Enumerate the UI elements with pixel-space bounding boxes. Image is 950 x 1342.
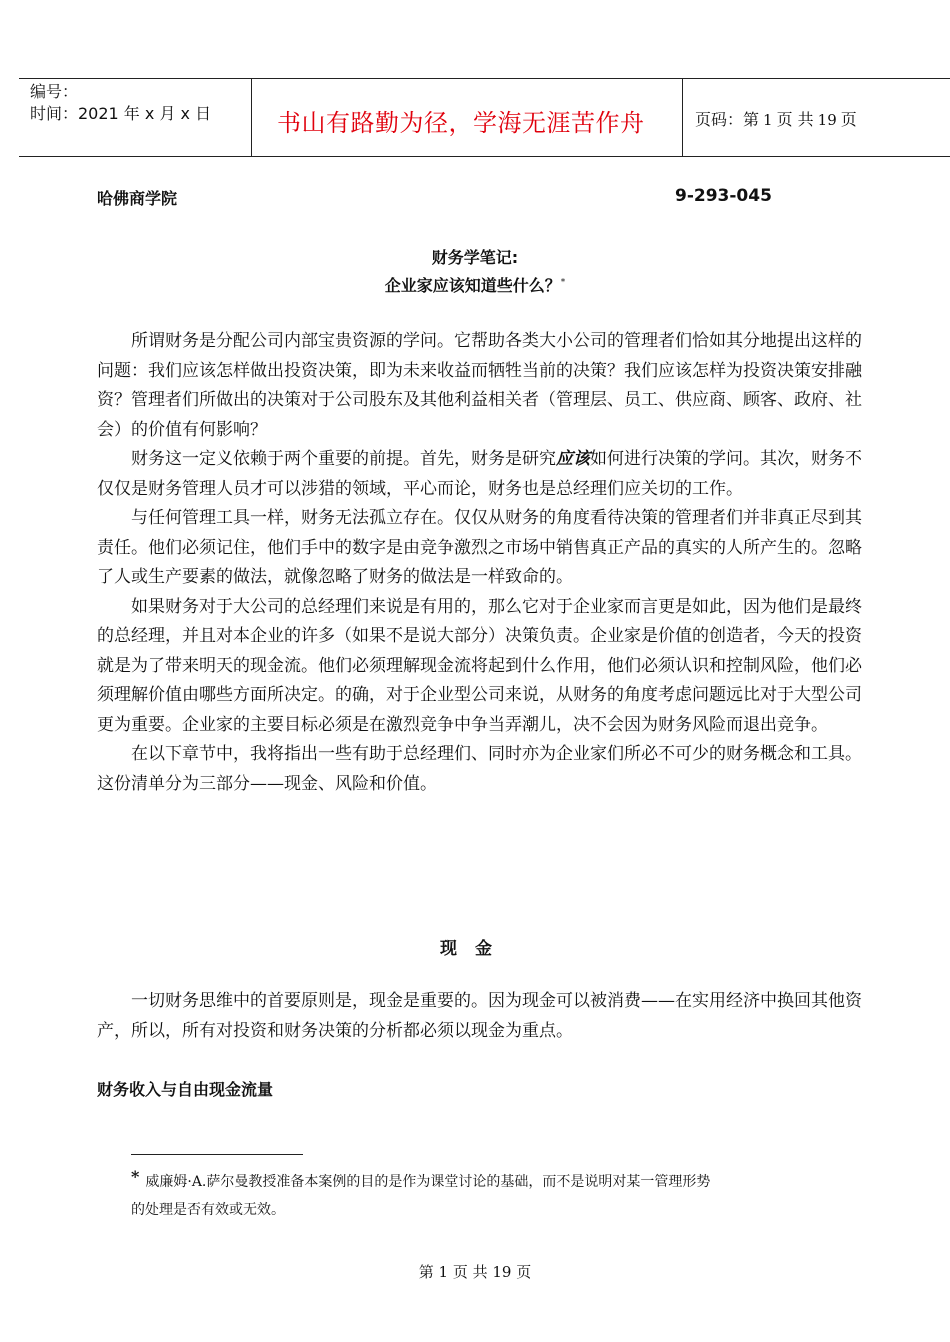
header-page-info <box>695 107 857 130</box>
footnote-line: 威廉姆·A.萨尔曼教授准备本案例的目的是作为课堂讨论的基础，而不是说明对某一管理形势 <box>145 1174 711 1190</box>
paragraph: 在以下章节中，我将指出一些有助于总经理们、同时亦为企业家们所必不可少的财务概念和工具。这份清单分为三部分——现金、风险和价值。 <box>97 744 862 794</box>
footnote-mark: * <box>131 1167 140 1186</box>
page-prefix: 页码：第 <box>695 110 760 129</box>
page-total: 19 <box>817 111 837 129</box>
paragraph <box>97 445 862 504</box>
paragraph: 如果财务对于大公司的总经理们来说是有用的，那么它对于企业家而言更是如此，因为他们是最终的总经理，并且对本企业的许多（如果不是说大部分）决策负责。企业家是价值的创造者，今天的投资就是为了带来明天的现金流。他们必须理解现金流将起到什么作用，他们必须认识和控制风险，他们必须理解价值由哪些方面所决定。的确，对于企业型公司来说，从财务的角度考虑问题远比对于大型公司更为重要。企业家的主要目标必须是在激烈竞争中争当弄潮儿，决不会因为财务风险而退出竞争。 <box>97 596 862 735</box>
footnote-rule <box>131 1154 303 1155</box>
intro-body <box>97 327 862 799</box>
section-heading: 现金 <box>440 939 510 959</box>
number-label: 编号： <box>30 82 79 101</box>
footnote-marker: * <box>560 277 566 288</box>
page-mid: 页 共 <box>776 110 814 129</box>
paragraph: 一切财务思维中的首要原则是，现金是重要的。因为现金可以被消费——在实用经济中换回其他资产，所以，所有对投资和财务决策的分析都必须以现金为重点。 <box>97 991 862 1041</box>
school-name: 哈佛商学院 <box>97 189 178 208</box>
header-divider <box>251 79 252 156</box>
section-body <box>97 986 862 1046</box>
page-footer: 第 1 页 共 19 页 <box>418 1263 532 1281</box>
time-label: 时间：2021 年 x 月 x 日 <box>30 104 212 123</box>
page-number: 1 <box>763 111 773 129</box>
paragraph-text: 财务这一定义依赖于两个重要的前提。首先，财务是研究 <box>131 449 556 469</box>
header-table <box>19 78 950 157</box>
header-meta <box>30 81 211 125</box>
emphasis-text: 应该 <box>556 449 590 469</box>
doc-subtitle-text: 企业家应该知道些什么？ <box>384 276 561 295</box>
paragraph-text: 如何进行决策的学问。其次，财务不仅仅是财务管理人员才可以涉猎的领域，平心而论，财务也是总经理们应关切的工作。 <box>97 449 862 499</box>
paragraph: 所谓财务是分配公司内部宝贵资源的学问。它帮助各类大小公司的管理者们恰如其分地提出这样的问题：我们应该怎样做出投资决策，即为未来收益而牺牲当前的决策？我们应该怎样为投资决策安排融资？管理者们所做出的决策对于公司股东及其他利益相关者（管理层、员工、供应商、顾客、政府、社会）的价值有何影响？ <box>97 331 862 440</box>
page-suffix: 页 <box>840 110 857 129</box>
footnote <box>131 1163 831 1224</box>
footnote-line: 的处理是否有效或无效。 <box>131 1202 285 1218</box>
subsection-heading: 财务收入与自由现金流量 <box>97 1080 274 1099</box>
doc-title: 财务学笔记: <box>431 248 519 267</box>
case-code: 9-293-045 <box>675 186 772 206</box>
doc-subtitle <box>0 273 950 296</box>
header-motto: 书山有路勤为径，学海无涯苦作舟 <box>277 109 645 137</box>
header-divider <box>682 79 683 156</box>
paragraph: 与任何管理工具一样，财务无法孤立存在。仅仅从财务的角度看待决策的管理者们并非真正尽到其责任。他们必须记住，他们手中的数字是由竞争激烈之市场中销售真正产品的真实的人所产生的。忽略了人或生产要素的做法，就像忽略了财务的做法是一样致命的。 <box>97 508 862 587</box>
